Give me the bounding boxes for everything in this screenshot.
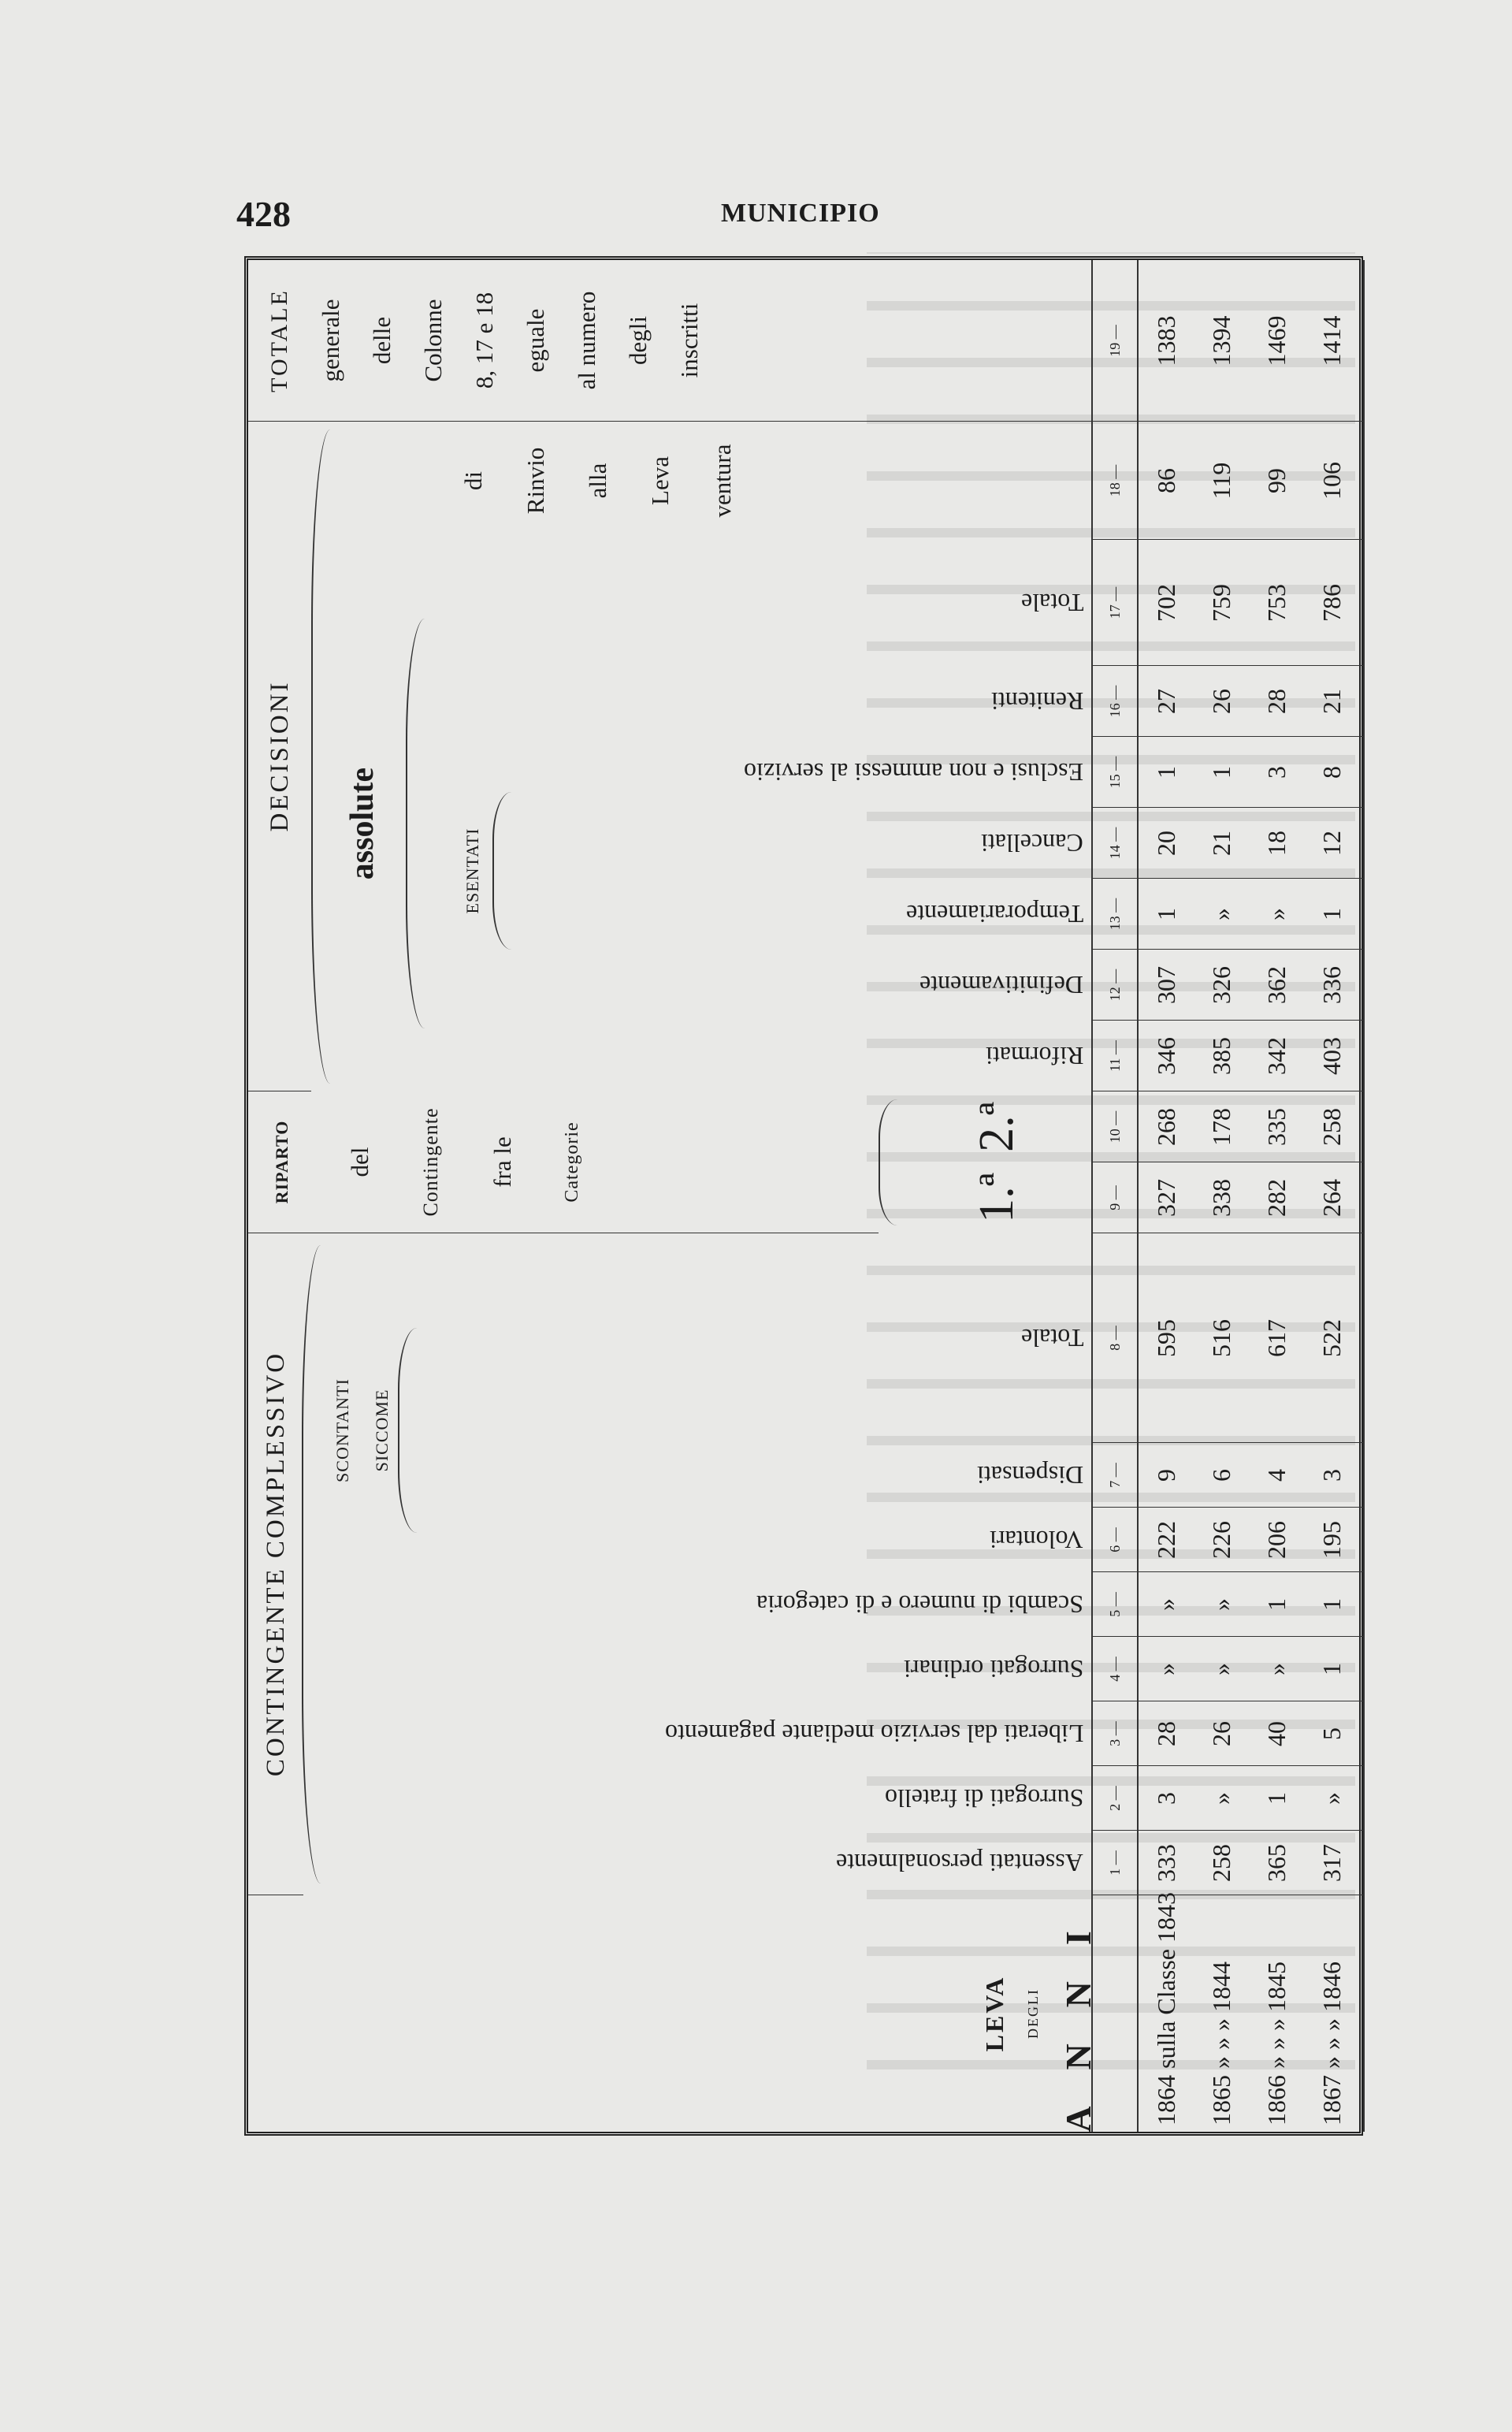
column-header-14 (343, 808, 1091, 879)
table-cell: 385 (1206, 1037, 1235, 1075)
table-cell: 333 (1151, 1844, 1180, 1882)
table-cell: 8 (1317, 766, 1346, 779)
table-cell: 1383 (1151, 315, 1180, 366)
table-cell: 1 (1151, 766, 1180, 779)
column-header-label: Esclusi e non ammessi al servizio (743, 758, 1083, 787)
column-header-label: Totale (1020, 1324, 1083, 1353)
column-header-label: Assentati personalmente (836, 1849, 1083, 1878)
page-number: 428 (236, 194, 291, 234)
group-decisioni: DECISIONI (248, 422, 311, 1091)
column-number: 2 — (1091, 1766, 1139, 1831)
table-cell: 106 (1317, 462, 1346, 500)
column-number: 6 — (1091, 1508, 1139, 1572)
group-riparto: RIPARTO del Contingente fra le Categorie (248, 1091, 879, 1233)
totale-generale-header: TOTALE generale delle Colonne 8, 17 e 18 eguale al numero degli inscritti (248, 260, 1091, 422)
table-cell: 28 (1151, 1721, 1180, 1746)
column-header-11 (343, 1021, 1091, 1091)
table-cell: 264 (1317, 1179, 1346, 1217)
category-header-10: 2.ª (969, 1102, 1023, 1152)
table-cell: 1 (1261, 1792, 1291, 1805)
column-number: 19 — (1091, 260, 1139, 422)
column-header-label: Temporariamente (905, 900, 1083, 929)
table-cell: 759 (1206, 584, 1235, 622)
table-cell: 3 (1151, 1792, 1180, 1805)
table-cell: 195 (1317, 1521, 1346, 1559)
column-header-13 (508, 879, 1091, 950)
group-scontanti: SCONTANTI (332, 1378, 352, 1482)
leva-header (248, 1895, 1131, 2132)
column-header-label: Surrogati ordinari (903, 1655, 1083, 1684)
table-cell: 1414 (1317, 315, 1346, 366)
column-header-4 (343, 1637, 1091, 1701)
leva-number-cell (1091, 1895, 1139, 2132)
column-number: 13 — (1091, 879, 1139, 950)
column-header-label: Riformati (985, 1042, 1083, 1071)
table-cell: 595 (1151, 1319, 1180, 1357)
table-cell: 226 (1206, 1521, 1235, 1559)
group-esentati: ESENTATI (463, 827, 482, 914)
table-cell: » (1261, 1663, 1291, 1675)
table-cell: 21 (1206, 831, 1235, 856)
table-cell: 26 (1206, 689, 1235, 714)
table-cell: 516 (1206, 1319, 1235, 1357)
column-header-label: Liberati dal servizio mediante pagamento (664, 1720, 1083, 1749)
table-cell: 12 (1317, 831, 1346, 856)
year-cell: 1867 » » » 1846 (1317, 1962, 1346, 2125)
running-head: MUNICIPIO (721, 199, 880, 228)
table-cell: 3 (1317, 1469, 1346, 1482)
table-cell: 282 (1261, 1179, 1291, 1217)
column-number: 14 — (1091, 808, 1139, 879)
table-cell: 335 (1261, 1108, 1291, 1146)
table-cell: » (1206, 1792, 1235, 1805)
table-cell: 18 (1261, 831, 1291, 856)
table-cell: 1 (1151, 908, 1180, 920)
column-header-6 (429, 1508, 1091, 1572)
column-number: 15 — (1091, 737, 1139, 808)
column-header-label: Dispensati (976, 1461, 1083, 1490)
degli-label: DEGLI (1025, 1988, 1041, 2039)
column-number: 18 — (1091, 422, 1139, 540)
column-number: 5 — (1091, 1572, 1139, 1637)
table-cell: 178 (1206, 1108, 1235, 1146)
column-number: 3 — (1091, 1701, 1139, 1766)
group-contingente: CONTINGENTE COMPLESSIVO (248, 1233, 303, 1895)
column-header-12 (508, 950, 1091, 1021)
table-cell: 258 (1317, 1108, 1346, 1146)
table-cell: 326 (1206, 966, 1235, 1004)
brace-riparto (879, 1099, 897, 1225)
table-cell: 9 (1151, 1469, 1180, 1482)
table-cell: 1 (1317, 1663, 1346, 1675)
table-cell: 1 (1317, 1598, 1346, 1611)
brace-decisioni (311, 430, 330, 1084)
column-header-15 (343, 737, 1091, 808)
column-header-label: Volontari (990, 1526, 1083, 1555)
table-cell: 86 (1151, 468, 1180, 493)
leva-label: LEVA (980, 1975, 1009, 2052)
table-cell: 336 (1317, 966, 1346, 1004)
table-cell: 365 (1261, 1844, 1291, 1882)
column-header-label: Renitenti (990, 687, 1083, 716)
table-cell: 268 (1151, 1108, 1180, 1146)
table-cell: » (1206, 1598, 1235, 1611)
table-cell: 206 (1261, 1521, 1291, 1559)
table-cell: » (1151, 1598, 1180, 1611)
table-cell: 307 (1151, 966, 1180, 1004)
table-cell: 1394 (1206, 315, 1235, 366)
group-siccome: SICCOME (372, 1389, 392, 1472)
column-number: 9 — (1091, 1162, 1139, 1233)
column-number: 17 — (1091, 540, 1139, 666)
table-cell: 342 (1261, 1037, 1291, 1075)
column-header-label: Definitivamente (919, 971, 1083, 1000)
column-number: 11 — (1091, 1021, 1139, 1091)
year-cell: 1866 » » » 1845 (1261, 1962, 1291, 2125)
column-header-2 (343, 1766, 1091, 1831)
column-header-label: Scambi di numero e di categoria (756, 1590, 1083, 1619)
table-cell: 786 (1317, 584, 1346, 622)
table-cell: 28 (1261, 689, 1291, 714)
table-cell: 99 (1261, 468, 1291, 493)
column-header-label: Surrogati di fratello (884, 1784, 1083, 1813)
anni-label: ANNI (1058, 1895, 1098, 2133)
table-cell: 1 (1206, 766, 1235, 779)
table-cell: 753 (1261, 584, 1291, 622)
column-header-8 (343, 1233, 1091, 1443)
table-cell: 6 (1206, 1469, 1235, 1482)
table-cell: 119 (1206, 462, 1235, 500)
table-cell: 317 (1317, 1844, 1346, 1882)
table-cell: 338 (1206, 1179, 1235, 1217)
column-number: 16 — (1091, 666, 1139, 737)
column-header-label: Totale (1020, 589, 1083, 618)
table-cell: 222 (1151, 1521, 1180, 1559)
table-cell: 327 (1151, 1179, 1180, 1217)
column-header-16 (343, 666, 1091, 737)
table-cell: 21 (1317, 689, 1346, 714)
table-cell: » (1206, 908, 1235, 920)
table-cell: 258 (1206, 1844, 1235, 1882)
column-header-1 (343, 1831, 1091, 1895)
column-header-17 (343, 540, 1091, 666)
table-cell: » (1317, 1792, 1346, 1805)
table-cell: 1 (1261, 1598, 1291, 1611)
table-cell: 5 (1317, 1727, 1346, 1740)
table-cell: 362 (1261, 966, 1291, 1004)
table-cell: 3 (1261, 766, 1291, 779)
table-cell: 40 (1261, 1721, 1291, 1746)
table-cell: » (1206, 1663, 1235, 1675)
table-cell: 1469 (1261, 315, 1291, 366)
brace-contingente (302, 1245, 321, 1883)
table-cell: 1 (1317, 908, 1346, 920)
year-cell: 1864 sulla Classe 1843 (1151, 1892, 1180, 2125)
table-cell: » (1151, 1663, 1180, 1675)
column-number: 4 — (1091, 1637, 1139, 1701)
column-header-5 (343, 1572, 1091, 1637)
table-cell: 702 (1151, 584, 1180, 622)
group-assolute: assolute (344, 767, 381, 880)
table-cell: 27 (1151, 689, 1180, 714)
table-cell: 403 (1317, 1037, 1346, 1075)
table-cell: 20 (1151, 831, 1180, 856)
table-bottom-rule (1363, 260, 1368, 2132)
column-header-label: Cancellati (981, 829, 1083, 858)
table-cell: 522 (1317, 1319, 1346, 1357)
column-number: 8 — (1091, 1233, 1139, 1443)
column-header-3 (343, 1701, 1091, 1766)
column-number: 7 — (1091, 1443, 1139, 1508)
rinvio-header: di Rinvio alla Leva ventura (459, 444, 736, 518)
column-number: 10 — (1091, 1091, 1139, 1162)
column-number: 12 — (1091, 950, 1139, 1021)
category-header-9: 1.ª (969, 1173, 1023, 1223)
table-cell: 346 (1151, 1037, 1180, 1075)
statistics-table (244, 256, 1363, 2136)
year-cell: 1865 » » » 1844 (1206, 1962, 1235, 2125)
column-header-7 (429, 1443, 1091, 1508)
table-cell: 617 (1261, 1319, 1291, 1357)
column-number: 1 — (1091, 1831, 1139, 1895)
table-cell: 4 (1261, 1469, 1291, 1482)
table-cell: 26 (1206, 1721, 1235, 1746)
table-cell: » (1261, 908, 1291, 920)
